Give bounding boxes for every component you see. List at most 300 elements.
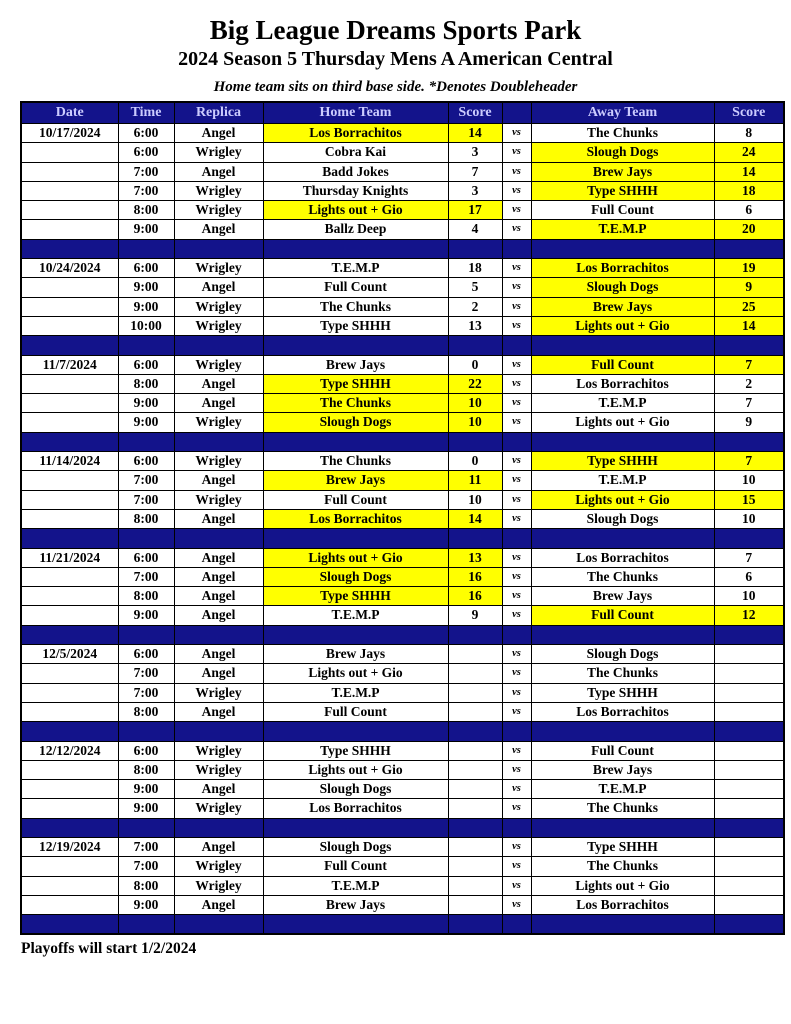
- replica-cell: Angel: [174, 471, 263, 490]
- time-cell: 9:00: [118, 895, 174, 914]
- separator-cell: [21, 432, 118, 451]
- header-home-team: Home Team: [263, 102, 448, 124]
- date-cell: [21, 760, 118, 779]
- date-cell: [21, 664, 118, 683]
- away-team-cell: T.E.M.P: [531, 394, 714, 413]
- time-cell: 6:00: [118, 548, 174, 567]
- header-vs-spacer: [502, 102, 531, 124]
- replica-cell: Wrigley: [174, 683, 263, 702]
- time-cell: 6:00: [118, 741, 174, 760]
- separator-cell: [21, 529, 118, 548]
- schedule-body: [21, 124, 784, 935]
- home-team-cell: Full Count: [263, 490, 448, 509]
- away-score-cell: [714, 837, 784, 856]
- away-team-cell: Lights out + Gio: [531, 413, 714, 432]
- playoffs-note: Playoffs will start 1/2/2024: [21, 940, 197, 958]
- separator-cell: [118, 529, 174, 548]
- vs-label: vs: [502, 278, 531, 297]
- time-cell: 7:00: [118, 471, 174, 490]
- vs-label: vs: [502, 857, 531, 876]
- home-team-cell: Slough Dogs: [263, 780, 448, 799]
- vs-label: vs: [502, 124, 531, 143]
- time-cell: 9:00: [118, 799, 174, 818]
- replica-cell: Angel: [174, 374, 263, 393]
- home-team-cell: T.E.M.P: [263, 876, 448, 895]
- home-score-cell: 5: [448, 278, 502, 297]
- separator-cell: [531, 818, 714, 837]
- separator-cell: [174, 239, 263, 258]
- time-cell: 9:00: [118, 606, 174, 625]
- separator-cell: [714, 432, 784, 451]
- replica-cell: Angel: [174, 702, 263, 721]
- date-cell: [21, 895, 118, 914]
- home-score-cell: 14: [448, 124, 502, 143]
- replica-cell: Angel: [174, 162, 263, 181]
- game-row: [21, 799, 784, 818]
- vs-label: vs: [502, 413, 531, 432]
- away-team-cell: Los Borrachitos: [531, 259, 714, 278]
- game-row: [21, 471, 784, 490]
- time-cell: 8:00: [118, 760, 174, 779]
- page-title: Big League Dreams Sports Park: [209, 15, 582, 45]
- away-score-cell: 20: [714, 220, 784, 239]
- replica-cell: Angel: [174, 548, 263, 567]
- game-row: [21, 162, 784, 181]
- away-team-cell: Full Count: [531, 606, 714, 625]
- home-team-cell: Lights out + Gio: [263, 664, 448, 683]
- date-cell: [21, 857, 118, 876]
- vs-label: vs: [502, 645, 531, 664]
- home-score-cell: 3: [448, 143, 502, 162]
- replica-cell: Angel: [174, 645, 263, 664]
- home-score-cell: [448, 780, 502, 799]
- away-score-cell: 10: [714, 587, 784, 606]
- away-team-cell: Brew Jays: [531, 760, 714, 779]
- away-team-cell: The Chunks: [531, 567, 714, 586]
- game-row: [21, 509, 784, 528]
- date-cell: [21, 374, 118, 393]
- separator-cell: [531, 432, 714, 451]
- away-team-cell: Type SHHH: [531, 181, 714, 200]
- home-team-cell: Brew Jays: [263, 471, 448, 490]
- separator-cell: [263, 722, 448, 741]
- game-row: [21, 741, 784, 760]
- separator-cell: [714, 625, 784, 644]
- separator-cell: [118, 722, 174, 741]
- game-row: [21, 606, 784, 625]
- home-team-cell: Badd Jokes: [263, 162, 448, 181]
- game-row: [21, 124, 784, 143]
- away-score-cell: 7: [714, 355, 784, 374]
- vs-label: vs: [502, 587, 531, 606]
- game-row: [21, 452, 784, 471]
- separator-cell: [21, 915, 118, 935]
- separator-row: [21, 529, 784, 548]
- home-team-cell: Thursday Knights: [263, 181, 448, 200]
- game-row: [21, 780, 784, 799]
- away-team-cell: Los Borrachitos: [531, 702, 714, 721]
- replica-cell: Wrigley: [174, 741, 263, 760]
- time-cell: 8:00: [118, 201, 174, 220]
- time-cell: 10:00: [118, 316, 174, 335]
- home-score-cell: [448, 702, 502, 721]
- separator-cell: [174, 336, 263, 355]
- date-cell: [21, 702, 118, 721]
- home-score-cell: [448, 876, 502, 895]
- time-cell: 6:00: [118, 124, 174, 143]
- separator-cell: [21, 336, 118, 355]
- separator-cell: [502, 239, 531, 258]
- away-score-cell: 25: [714, 297, 784, 316]
- replica-cell: Wrigley: [174, 857, 263, 876]
- date-cell: [21, 201, 118, 220]
- home-team-cell: The Chunks: [263, 394, 448, 413]
- home-score-cell: 0: [448, 355, 502, 374]
- away-score-cell: 14: [714, 316, 784, 335]
- home-team-cell: Full Count: [263, 278, 448, 297]
- separator-cell: [174, 529, 263, 548]
- date-cell: [21, 490, 118, 509]
- away-team-cell: Los Borrachitos: [531, 548, 714, 567]
- time-cell: 7:00: [118, 567, 174, 586]
- home-team-cell: Full Count: [263, 702, 448, 721]
- game-row: [21, 490, 784, 509]
- replica-cell: Wrigley: [174, 316, 263, 335]
- home-team-cell: Brew Jays: [263, 355, 448, 374]
- date-cell: 10/24/2024: [21, 259, 118, 278]
- header-away-team: Away Team: [531, 102, 714, 124]
- vs-label: vs: [502, 181, 531, 200]
- home-score-cell: 10: [448, 490, 502, 509]
- time-cell: 7:00: [118, 857, 174, 876]
- replica-cell: Angel: [174, 567, 263, 586]
- away-score-cell: 6: [714, 567, 784, 586]
- home-score-cell: 0: [448, 452, 502, 471]
- away-team-cell: Type SHHH: [531, 452, 714, 471]
- replica-cell: Angel: [174, 394, 263, 413]
- home-score-cell: 10: [448, 394, 502, 413]
- time-cell: 8:00: [118, 876, 174, 895]
- away-score-cell: 8: [714, 124, 784, 143]
- header-date: Date: [21, 102, 118, 124]
- home-score-cell: [448, 799, 502, 818]
- separator-cell: [21, 239, 118, 258]
- date-cell: 12/5/2024: [21, 645, 118, 664]
- date-cell: [21, 471, 118, 490]
- separator-cell: [21, 818, 118, 837]
- home-score-cell: 16: [448, 567, 502, 586]
- separator-cell: [714, 915, 784, 935]
- replica-cell: Angel: [174, 837, 263, 856]
- separator-row: [21, 722, 784, 741]
- date-cell: [21, 799, 118, 818]
- away-score-cell: 14: [714, 162, 784, 181]
- replica-cell: Angel: [174, 220, 263, 239]
- time-cell: 9:00: [118, 220, 174, 239]
- separator-cell: [531, 722, 714, 741]
- replica-cell: Wrigley: [174, 876, 263, 895]
- replica-cell: Angel: [174, 124, 263, 143]
- away-team-cell: Slough Dogs: [531, 278, 714, 297]
- date-cell: [21, 606, 118, 625]
- away-team-cell: Lights out + Gio: [531, 490, 714, 509]
- replica-cell: Wrigley: [174, 413, 263, 432]
- replica-cell: Wrigley: [174, 259, 263, 278]
- date-cell: [21, 143, 118, 162]
- game-row: [21, 181, 784, 200]
- separator-cell: [174, 432, 263, 451]
- schedule-header: [21, 102, 784, 124]
- home-team-cell: Slough Dogs: [263, 567, 448, 586]
- home-score-cell: 3: [448, 181, 502, 200]
- vs-label: vs: [502, 895, 531, 914]
- home-team-cell: Type SHHH: [263, 741, 448, 760]
- away-score-cell: 10: [714, 471, 784, 490]
- away-score-cell: 7: [714, 394, 784, 413]
- home-score-cell: [448, 837, 502, 856]
- vs-label: vs: [502, 297, 531, 316]
- replica-cell: Wrigley: [174, 799, 263, 818]
- replica-cell: Angel: [174, 587, 263, 606]
- home-score-cell: [448, 664, 502, 683]
- home-score-cell: 11: [448, 471, 502, 490]
- away-score-cell: 7: [714, 548, 784, 567]
- game-row: [21, 895, 784, 914]
- home-score-cell: 18: [448, 259, 502, 278]
- home-score-cell: [448, 683, 502, 702]
- header-replica: Replica: [174, 102, 263, 124]
- away-score-cell: [714, 895, 784, 914]
- game-row: [21, 837, 784, 856]
- vs-label: vs: [502, 355, 531, 374]
- game-row: [21, 664, 784, 683]
- separator-cell: [502, 625, 531, 644]
- separator-row: [21, 336, 784, 355]
- date-cell: [21, 278, 118, 297]
- away-score-cell: 18: [714, 181, 784, 200]
- replica-cell: Wrigley: [174, 760, 263, 779]
- time-cell: 6:00: [118, 452, 174, 471]
- home-score-cell: 22: [448, 374, 502, 393]
- away-score-cell: [714, 645, 784, 664]
- away-team-cell: Full Count: [531, 201, 714, 220]
- home-score-cell: 13: [448, 316, 502, 335]
- vs-label: vs: [502, 799, 531, 818]
- time-cell: 7:00: [118, 181, 174, 200]
- separator-cell: [118, 432, 174, 451]
- away-score-cell: [714, 780, 784, 799]
- separator-cell: [502, 432, 531, 451]
- separator-row: [21, 625, 784, 644]
- away-team-cell: Lights out + Gio: [531, 876, 714, 895]
- separator-cell: [714, 818, 784, 837]
- date-cell: 11/7/2024: [21, 355, 118, 374]
- home-score-cell: 4: [448, 220, 502, 239]
- separator-cell: [448, 432, 502, 451]
- game-row: [21, 201, 784, 220]
- away-team-cell: Full Count: [531, 355, 714, 374]
- separator-cell: [174, 915, 263, 935]
- separator-cell: [263, 432, 448, 451]
- vs-label: vs: [502, 490, 531, 509]
- date-cell: [21, 181, 118, 200]
- time-cell: 9:00: [118, 413, 174, 432]
- time-cell: 7:00: [118, 683, 174, 702]
- vs-label: vs: [502, 760, 531, 779]
- away-team-cell: The Chunks: [531, 799, 714, 818]
- game-row: [21, 567, 784, 586]
- home-team-cell: Lights out + Gio: [263, 760, 448, 779]
- away-team-cell: Los Borrachitos: [531, 374, 714, 393]
- time-cell: 8:00: [118, 587, 174, 606]
- separator-cell: [531, 625, 714, 644]
- date-cell: [21, 394, 118, 413]
- away-score-cell: 10: [714, 509, 784, 528]
- away-score-cell: 12: [714, 606, 784, 625]
- away-team-cell: Lights out + Gio: [531, 316, 714, 335]
- date-cell: [21, 587, 118, 606]
- separator-cell: [502, 722, 531, 741]
- home-score-cell: 17: [448, 201, 502, 220]
- separator-cell: [714, 239, 784, 258]
- vs-label: vs: [502, 876, 531, 895]
- game-row: [21, 394, 784, 413]
- game-row: [21, 548, 784, 567]
- away-score-cell: [714, 760, 784, 779]
- separator-cell: [118, 818, 174, 837]
- replica-cell: Angel: [174, 895, 263, 914]
- separator-row: [21, 432, 784, 451]
- vs-label: vs: [502, 471, 531, 490]
- time-cell: 6:00: [118, 143, 174, 162]
- date-cell: [21, 683, 118, 702]
- schedule-table: [20, 101, 785, 935]
- away-score-cell: [714, 664, 784, 683]
- separator-cell: [448, 915, 502, 935]
- time-cell: 7:00: [118, 162, 174, 181]
- separator-cell: [502, 336, 531, 355]
- separator-cell: [118, 625, 174, 644]
- time-cell: 8:00: [118, 702, 174, 721]
- home-team-cell: Brew Jays: [263, 645, 448, 664]
- replica-cell: Angel: [174, 606, 263, 625]
- separator-cell: [118, 336, 174, 355]
- away-team-cell: Los Borrachitos: [531, 895, 714, 914]
- header-time: Time: [118, 102, 174, 124]
- replica-cell: Wrigley: [174, 355, 263, 374]
- home-team-note: Home team sits on third base side. *Denotes Doubleheader: [213, 79, 578, 95]
- away-score-cell: 9: [714, 278, 784, 297]
- away-team-cell: Type SHHH: [531, 837, 714, 856]
- vs-label: vs: [502, 741, 531, 760]
- home-team-cell: T.E.M.P: [263, 683, 448, 702]
- game-row: [21, 876, 784, 895]
- replica-cell: Wrigley: [174, 452, 263, 471]
- separator-cell: [448, 722, 502, 741]
- vs-label: vs: [502, 509, 531, 528]
- time-cell: 6:00: [118, 355, 174, 374]
- separator-cell: [714, 336, 784, 355]
- date-cell: [21, 780, 118, 799]
- game-row: [21, 374, 784, 393]
- vs-label: vs: [502, 606, 531, 625]
- game-row: [21, 413, 784, 432]
- time-cell: 9:00: [118, 297, 174, 316]
- header-row: [21, 102, 784, 124]
- game-row: [21, 645, 784, 664]
- separator-cell: [448, 529, 502, 548]
- away-score-cell: 2: [714, 374, 784, 393]
- game-row: [21, 259, 784, 278]
- separator-cell: [263, 239, 448, 258]
- home-score-cell: [448, 741, 502, 760]
- away-team-cell: Brew Jays: [531, 587, 714, 606]
- date-cell: [21, 567, 118, 586]
- separator-cell: [263, 529, 448, 548]
- date-cell: [21, 509, 118, 528]
- away-score-cell: 6: [714, 201, 784, 220]
- replica-cell: Angel: [174, 509, 263, 528]
- game-row: [21, 316, 784, 335]
- home-team-cell: Full Count: [263, 857, 448, 876]
- date-cell: 12/19/2024: [21, 837, 118, 856]
- home-team-cell: Type SHHH: [263, 587, 448, 606]
- home-score-cell: 7: [448, 162, 502, 181]
- vs-label: vs: [502, 837, 531, 856]
- vs-label: vs: [502, 548, 531, 567]
- separator-cell: [531, 336, 714, 355]
- vs-label: vs: [502, 452, 531, 471]
- vs-label: vs: [502, 201, 531, 220]
- away-team-cell: Full Count: [531, 741, 714, 760]
- separator-cell: [118, 239, 174, 258]
- home-team-cell: Brew Jays: [263, 895, 448, 914]
- away-score-cell: [714, 799, 784, 818]
- vs-label: vs: [502, 664, 531, 683]
- home-team-cell: T.E.M.P: [263, 606, 448, 625]
- date-cell: [21, 220, 118, 239]
- game-row: [21, 278, 784, 297]
- home-team-cell: The Chunks: [263, 297, 448, 316]
- time-cell: 6:00: [118, 645, 174, 664]
- away-score-cell: 15: [714, 490, 784, 509]
- home-score-cell: [448, 760, 502, 779]
- away-team-cell: Slough Dogs: [531, 645, 714, 664]
- date-cell: [21, 316, 118, 335]
- away-team-cell: The Chunks: [531, 664, 714, 683]
- time-cell: 8:00: [118, 509, 174, 528]
- home-team-cell: Cobra Kai: [263, 143, 448, 162]
- separator-cell: [21, 625, 118, 644]
- replica-cell: Wrigley: [174, 297, 263, 316]
- home-team-cell: Slough Dogs: [263, 837, 448, 856]
- home-team-cell: The Chunks: [263, 452, 448, 471]
- game-row: [21, 760, 784, 779]
- game-row: [21, 683, 784, 702]
- away-score-cell: 7: [714, 452, 784, 471]
- date-cell: [21, 162, 118, 181]
- home-score-cell: 9: [448, 606, 502, 625]
- home-score-cell: 16: [448, 587, 502, 606]
- separator-cell: [502, 529, 531, 548]
- header-home-score: Score: [448, 102, 502, 124]
- home-score-cell: [448, 645, 502, 664]
- replica-cell: Wrigley: [174, 181, 263, 200]
- separator-cell: [263, 625, 448, 644]
- away-score-cell: 19: [714, 259, 784, 278]
- separator-row: [21, 239, 784, 258]
- time-cell: 8:00: [118, 374, 174, 393]
